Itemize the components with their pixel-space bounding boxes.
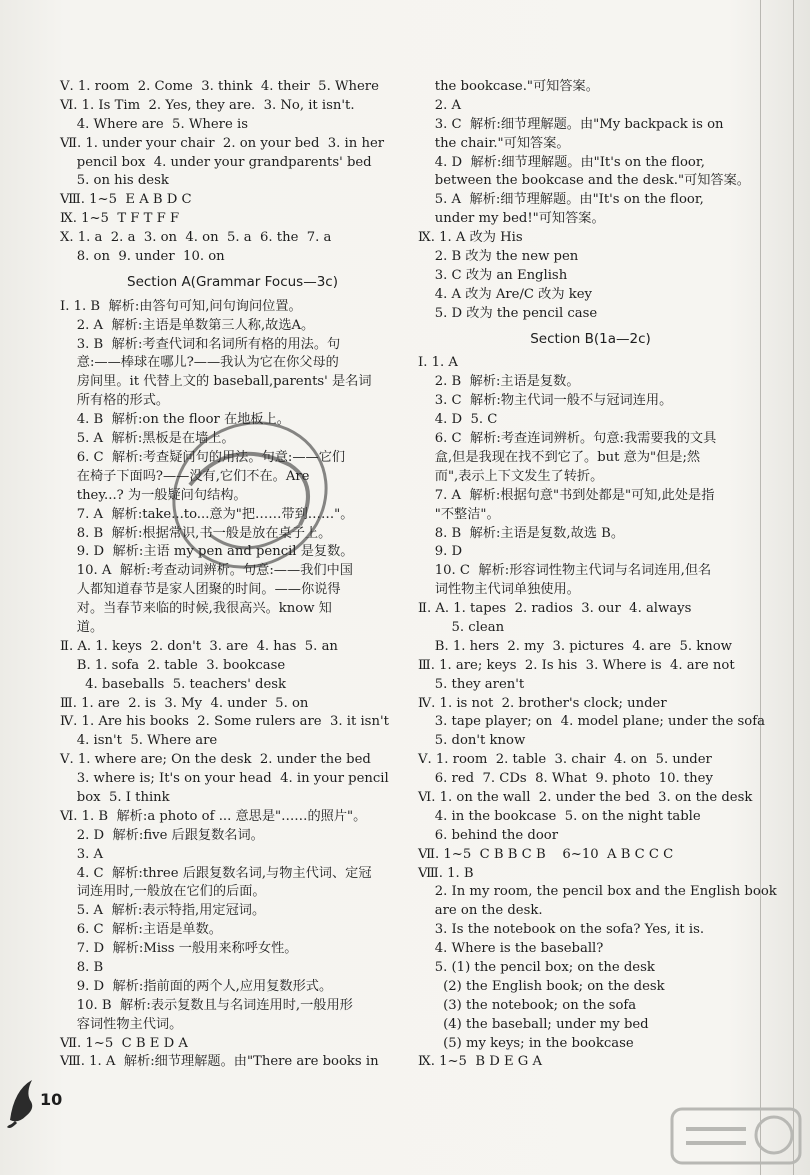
left-line: Ⅴ. 1. where are; On the desk 2. under the bed xyxy=(60,752,371,768)
left-line: 3. B 解析:考查代词和名词所有格的用法。句 xyxy=(60,336,341,352)
right-line: (5) my keys; in the bookcase xyxy=(418,1035,634,1051)
left-line: B. 1. sofa 2. table 3. bookcase xyxy=(60,657,286,673)
left-line: Ⅷ. 1. A 解析:细节理解题。由"There are books in xyxy=(60,1054,379,1070)
left-line: Ⅹ. 1. a 2. a 3. on 4. on 5. a 6. the 7. a xyxy=(60,230,332,246)
right-line: 3. C 解析:细节理解题。由"My backpack is on xyxy=(418,116,724,132)
left-line: Ⅴ. 1. room 2. Come 3. think 4. their 5. Where xyxy=(60,79,379,94)
page-number: 10 xyxy=(40,1090,63,1109)
right-line: 5. clean xyxy=(418,619,505,635)
right-line: 2. A xyxy=(418,97,462,113)
right-line: Ⅵ. 1. on the wall 2. under the bed 3. on the desk xyxy=(418,789,753,805)
right-line: 8. B 解析:主语是复数,故选 B。 xyxy=(418,525,625,541)
dolphin-logo-icon xyxy=(6,1070,42,1130)
right-line: Ⅳ. 1. is not 2. brother's clock; under xyxy=(418,695,667,711)
left-line: Ⅸ. 1~5 T F T F F xyxy=(60,211,180,227)
right-line: 4. A 改为 Are/C 改为 key xyxy=(418,286,592,302)
left-line: box 5. I think xyxy=(60,789,170,805)
right-line: 4. Where is the baseball? xyxy=(418,941,604,957)
left-line: 所有格的形式。 xyxy=(60,393,170,409)
right-line: 4. in the bookcase 5. on the night table xyxy=(418,808,701,824)
right-line: 3. C 改为 an English xyxy=(418,267,568,283)
left-line: Ⅱ. A. 1. keys 2. don't 3. are 4. has 5. an xyxy=(60,638,338,654)
right-line: B. 1. hers 2. my 3. pictures 4. are 5. know xyxy=(418,638,732,654)
right-line: Ⅷ. 1. B xyxy=(418,865,474,881)
left-line: 5. A 解析:黑板是在墙上。 xyxy=(60,431,235,447)
left-line: Ⅳ. 1. Are his books 2. Some rulers are 3. it isn't xyxy=(60,714,389,730)
right-line: are on the desk. xyxy=(418,903,543,919)
left-line: 7. A 解析:take...to...意为"把……带到……"。 xyxy=(60,506,354,522)
right-line: 9. D xyxy=(418,544,463,560)
left-line: 4. isn't 5. Where are xyxy=(60,733,218,749)
left-line: 4. Where are 5. Where is xyxy=(60,116,248,132)
site-watermark-icon xyxy=(666,1101,806,1171)
left-line: pencil box 4. under your grandparents' bed xyxy=(60,154,372,170)
left-line: Ⅶ. 1~5 C B E D A xyxy=(60,1035,188,1051)
right-line: 3. tape player; on 4. model plane; under the sofa xyxy=(418,714,765,730)
left-line: 2. A 解析:主语是单数第三人称,故选A。 xyxy=(60,317,315,333)
right-line: 3. C 解析:物主代词一般不与冠词连用。 xyxy=(418,393,673,409)
right-line: (2) the English book; on the desk xyxy=(418,978,665,994)
left-line: 6. C 解析:考查疑问句的用法。句意:——它们 xyxy=(60,449,346,465)
left-line: 8. B 解析:根据常识,书一般是放在桌子上。 xyxy=(60,525,332,541)
right-line: Ⅰ. 1. A xyxy=(418,355,458,371)
right-line: 2. B 解析:主语是复数。 xyxy=(418,374,580,390)
right-line: (3) the notebook; on the sofa xyxy=(418,997,637,1013)
left-line: Ⅲ. 1. are 2. is 3. My 4. under 5. on xyxy=(60,695,309,711)
right-line: 4. D 解析:细节理解题。由"It's on the floor, xyxy=(418,154,705,170)
left-line: 9. D 解析:指前面的两个人,应用复数形式。 xyxy=(60,978,333,994)
right-line: Ⅴ. 1. room 2. table 3. chair 4. on 5. under xyxy=(418,752,712,768)
right-line: 10. C 解析:形容词性物主代词与名词连用,但名 xyxy=(418,563,712,579)
right-line: "不整洁"。 xyxy=(418,506,500,522)
left-line: Ⅵ. 1. Is Tim 2. Yes, they are. 3. No, it isn't. xyxy=(60,97,355,113)
left-line: 5. on his desk xyxy=(60,173,169,189)
left-line: 8. on 9. under 10. on xyxy=(60,249,225,265)
right-line: 5. don't know xyxy=(418,733,526,749)
right-line: 5. A 解析:细节理解题。由"It's on the floor, xyxy=(418,192,704,208)
left-line: they...? 为一般疑问句结构。 xyxy=(60,487,247,503)
left-line: 7. D 解析:Miss 一般用来称呼女性。 xyxy=(60,941,298,957)
right-line: 7. A 解析:根据句意"书到处都是"可知,此处是指 xyxy=(418,487,715,503)
left-line: Ⅵ. 1. B 解析:a photo of ... 意思是"……的照片"。 xyxy=(60,808,367,824)
left-line: Ⅷ. 1~5 E A B D C xyxy=(60,192,192,208)
right-line: 6. C 解析:考查连词辨析。句意:我需要我的文具 xyxy=(418,431,717,447)
left-line: 8. B xyxy=(60,959,104,975)
left-line: 意:——棒球在哪儿?——我认为它在你父母的 xyxy=(60,355,339,371)
left-line: 10. B 解析:表示复数且与名词连用时,一般用形 xyxy=(60,997,353,1013)
left-line: 9. D 解析:主语 my pen and pencil 是复数。 xyxy=(60,544,354,560)
left-line: 3. where is; It's on your head 4. in your pencil xyxy=(60,771,389,787)
right-line: under my bed!"可知答案。 xyxy=(418,211,605,227)
right-column xyxy=(418,78,777,1072)
right-line: Ⅱ. A. 1. tapes 2. radios 3. our 4. always xyxy=(418,601,692,617)
section-title: Section B(1a—2c) xyxy=(530,330,651,347)
left-line: 道。 xyxy=(60,619,104,635)
right-line: 5. they aren't xyxy=(418,676,525,692)
left-line: 6. C 解析:主语是单数。 xyxy=(60,922,222,938)
right-line: Ⅸ. 1. A 改为 His xyxy=(418,230,523,246)
left-line: 4. baseballs 5. teachers' desk xyxy=(60,676,287,692)
right-line: the bookcase."可知答案。 xyxy=(418,79,599,94)
left-line: 人都知道春节是家人团聚的时间。——你说得 xyxy=(60,582,341,598)
left-line: 10. A 解析:考查动词辨析。句意:——我们中国 xyxy=(60,563,353,579)
left-line: Ⅶ. 1. under your chair 2. on your bed 3. in her xyxy=(60,135,385,151)
left-line: 在椅子下面吗?——没有,它们不在。Are xyxy=(60,468,310,484)
left-line: 3. A xyxy=(60,846,104,862)
right-line: (4) the baseball; under my bed xyxy=(418,1016,649,1032)
right-line: 5. D 改为 the pencil case xyxy=(418,305,598,321)
right-line: 5. (1) the pencil box; on the desk xyxy=(418,959,655,975)
left-line: Ⅰ. 1. B 解析:由答句可知,问句询问位置。 xyxy=(60,298,302,314)
left-line: 词连用时,一般放在它们的后面。 xyxy=(60,884,266,900)
right-line: 4. D 5. C xyxy=(418,412,498,428)
right-line: the chair."可知答案。 xyxy=(418,135,570,151)
left-line: 容词性物主代词。 xyxy=(60,1016,183,1032)
right-line: Ⅲ. 1. are; keys 2. Is his 3. Where is 4. are not xyxy=(418,657,735,673)
right-line: 盒,但是我现在找不到它了。but 意为"但是;然 xyxy=(418,449,701,465)
section-title: Section A(Grammar Focus—3c) xyxy=(127,273,338,290)
right-line: 6. behind the door xyxy=(418,827,559,843)
page-edge-line xyxy=(793,0,794,1175)
left-line: 2. D 解析:five 后跟复数名词。 xyxy=(60,827,264,843)
right-line: 2. B 改为 the new pen xyxy=(418,249,579,265)
right-line: 词性物主代词单独使用。 xyxy=(418,582,580,598)
left-line: 4. C 解析:three 后跟复数名词,与物主代词、定冠 xyxy=(60,865,372,881)
left-line: 5. A 解析:表示特指,用定冠词。 xyxy=(60,903,266,919)
right-line: Ⅶ. 1~5 C B B C B 6~10 A B C C C xyxy=(418,846,674,862)
right-line: 3. Is the notebook on the sofa? Yes, it is. xyxy=(418,922,705,938)
left-line: 4. B 解析:on the floor 在地板上。 xyxy=(60,412,290,428)
right-line: Ⅸ. 1~5 B D E G A xyxy=(418,1054,543,1070)
right-line: 而",表示上下文发生了转折。 xyxy=(418,468,604,484)
right-line: 6. red 7. CDs 8. What 9. photo 10. they xyxy=(418,771,713,787)
right-line: 2. In my room, the pencil box and the English book xyxy=(418,884,777,900)
left-line: 对。当春节来临的时候,我很高兴。know 知 xyxy=(60,601,332,617)
right-line: between the bookcase and the desk."可知答案。 xyxy=(418,173,750,189)
left-line: 房间里。it 代替上文的 baseball,parents' 是名词 xyxy=(60,374,372,390)
watermark-stamp-icon xyxy=(150,395,350,595)
